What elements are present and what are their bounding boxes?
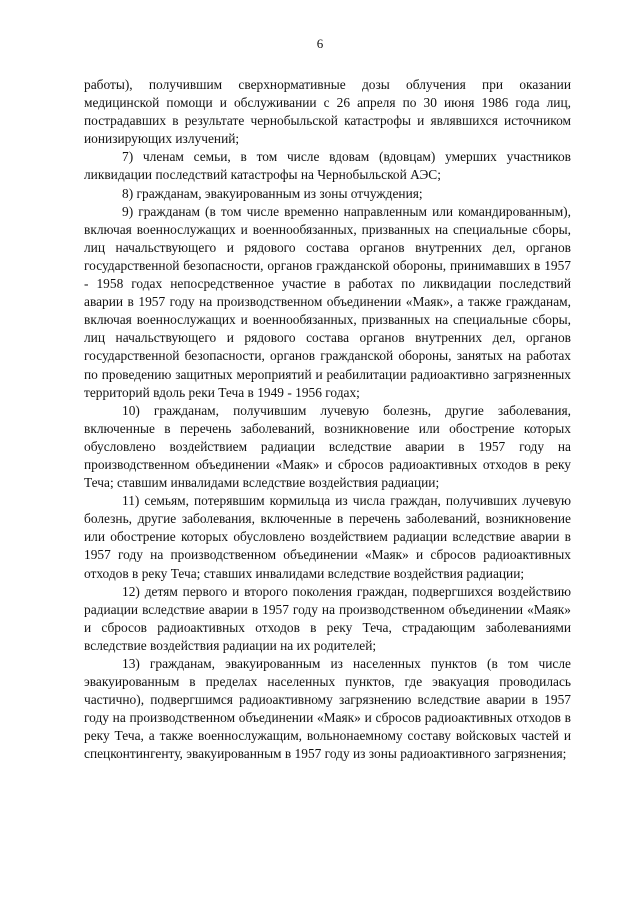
paragraph-item-9: 9) гражданам (в том числе временно направленным или командированным), включая военнослужащих и военнообязанных, призванных на специальные сборы, лиц начальствующего и рядового состава органов внутренних дел, органов государственной безопасности, органов гражданской обороны, принимавших в 1957 - 1958 годах непосредственное участие в работах по ликвидации последствий аварии в 1957 году на производственном объединении «Маяк», а также гражданам, включая военнослужащих и военнообязанных, призванных на специальные сборы, лиц начальствующего и рядового состава органов внутренних дел, органов государственной безопасности, органов гражданской обороны, занятых на работах по проведению защитных мероприятий и реабилитации радиоактивно загрязненных территорий вдоль реки Теча в 1949 - 1956 годах;	[84, 203, 571, 400]
document-body	[84, 76, 571, 764]
page-number: 6	[316, 36, 324, 51]
paragraph-item-8: 8) гражданам, эвакуированным из зоны отчуждения;	[122, 185, 423, 201]
paragraph-item-11: 11) семьям, потерявшим кормильца из числа граждан, получивших лучевую болезнь, другие заболевания, включенные в перечень заболеваний, возникновение или обострение которых обусловлено воздействием радиации вследствие аварии в 1957 году на производственном объединении «Маяк» и сбросов радиоактивных отходов в реку Теча; ставших инвалидами вследствие воздействия радиации;	[84, 493, 571, 581]
paragraph-continuation: работы), получившим сверхнормативные дозы облучения при оказании медицинской помощи и обслуживании с 26 апреля по 30 июня 1986 года лиц, пострадавших в результате чернобыльской катастрофы и являвшихся источником ионизирующих излучений;	[84, 77, 571, 147]
paragraph-item-10: 10) гражданам, получившим лучевую болезнь, другие заболевания, включенные в перечень заболеваний, возникновение или обострение которых обусловлено воздействием радиации вследствие аварии в 1957 году на производственном объединении «Маяк» и сбросов радиоактивных отходов в реку Теча; ставшим инвалидами вследствие воздействия радиации;	[84, 402, 571, 491]
paragraph-item-7: 7) членам семьи, в том числе вдовам (вдовцам) умерших участников ликвидации последствий катастрофы на Чернобыльской АЭС;	[84, 149, 571, 183]
paragraph-item-12: 12) детям первого и второго поколения граждан, подвергшихся воздействию радиации вследствие аварии в 1957 году на производственном объединении «Маяк» и сбросов радиоактивных отходов в реку Теча, страдающим заболеваниями вследствие воздействия радиации на их родителей;	[84, 583, 571, 653]
paragraph-item-13: 13) гражданам, эвакуированным из населенных пунктов (в том числе эвакуированным в пределах населенных пунктов, где эвакуация проводилась частично), подвергшимся радиоактивному загрязнению вследствие аварии в 1957 году на производственном объединении «Маяк» и сбросов радиоактивных отходов в реку Теча, а также военнослужащим, вольнонаемному составу войсковых частей и спецконтингенту, эвакуированным в 1957 году из зоны радиоактивного загрязнения;	[84, 656, 571, 762]
